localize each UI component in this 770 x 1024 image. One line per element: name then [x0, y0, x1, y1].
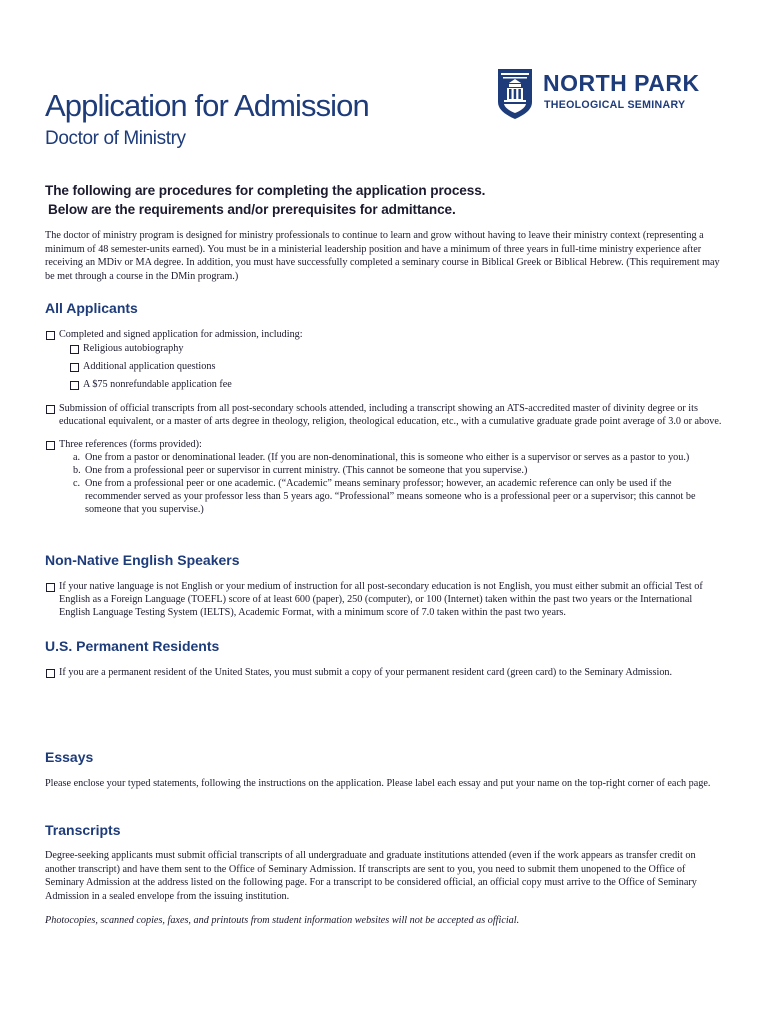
- reference-letter: c.: [73, 478, 81, 489]
- requirement-text: Submission of official transcripts from all post-secondary schools attended, including a transcript showing an ATS-accredited master of divinity degree or its educational equivalent, or a master of arts degree in theology, religion, theological education, etc., with a cumulative graduate grade point average of 3.0 or above.: [59, 403, 722, 427]
- sub-requirement-item: [45, 378, 725, 391]
- transcripts-note: Photocopies, scanned copies, faxes, and printouts from student information websites will not be accepted as official.: [45, 915, 520, 926]
- essays-heading: Essays: [45, 749, 94, 765]
- shield-tower-icon: [498, 69, 532, 119]
- reference-text: One from a professional peer or one academic. (“Academic” means seminary professor; however, an academic reference can only be used if the recommender served as your professor less than 5 years ago. “Professional” means someone who is a professional peer or a supervisor; this cannot be someone that you supervise.): [85, 478, 696, 515]
- sub-requirement-text: A $75 nonrefundable application fee: [83, 379, 232, 390]
- reference-text: One from a professional peer or supervisor in current ministry. (This cannot be someone that you supervise.): [85, 465, 528, 476]
- non-native-list: [45, 580, 725, 619]
- checkbox-icon[interactable]: [46, 441, 55, 450]
- page-title: Application for Admission: [45, 88, 369, 123]
- checkbox-icon[interactable]: [46, 331, 55, 340]
- reference-text: One from a pastor or denominational leader. (If you are non-denominational, this is someone who either is a supervisor or serves as a pastor to you.): [85, 452, 690, 463]
- reference-letter: b.: [73, 465, 81, 476]
- checkbox-icon[interactable]: [46, 669, 55, 678]
- permanent-residents-heading: U.S. Permanent Residents: [45, 638, 220, 654]
- checkbox-icon[interactable]: [46, 583, 55, 592]
- checkbox-icon[interactable]: [46, 405, 55, 414]
- reference-item: [73, 464, 725, 477]
- essays-text: Please enclose your typed statements, following the instructions on the application. Please label each essay and put your name on the top-right corner of each page.: [45, 778, 711, 789]
- non-native-heading: Non-Native English Speakers: [45, 552, 240, 568]
- reference-item: [73, 451, 725, 464]
- checkbox-icon[interactable]: [70, 345, 79, 354]
- logo-subname-line: THEOLOGICAL SEMINARY: [544, 99, 686, 111]
- checkbox-icon[interactable]: [70, 363, 79, 372]
- requirement-item: [45, 328, 725, 341]
- requirement-item: [45, 666, 725, 679]
- reference-item: [73, 477, 725, 516]
- sub-requirement-text: Additional application questions: [83, 361, 216, 372]
- intro-heading-line2: Below are the requirements and/or prerequisites for admittance.: [48, 202, 456, 217]
- requirement-text: If your native language is not English or your medium of instruction for all post-secondary education is not English, you must either submit an official Test of English as a Foreign Language (TOEFL) score of at least 600 (paper), 250 (computer), or 100 (Internet) taken within the past two years or the International English Language Testing System (IELTS), Academic Format, with a minimum score of 7.0 taken within the past two years.: [59, 581, 703, 618]
- requirement-item: [45, 402, 725, 428]
- reference-letter: a.: [73, 452, 81, 463]
- permanent-residents-list: [45, 666, 725, 679]
- intro-heading-line1: The following are procedures for completing the application process.: [45, 183, 486, 198]
- intro-paragraph: The doctor of ministry program is designed for ministry professionals to continue to learn and grow without having to leave their ministry context (representing a minimum of 48 semester-units earned). You must be in a ministerial leadership position and have a minimum of three years in full-time ministry experience after receiving an MDiv or MA degree. In addition, you must have successfully completed a seminary course in Biblical Greek or Biblical Hebrew. (This requirement may be met through a course in the DMin program.): [45, 230, 720, 282]
- checkbox-icon[interactable]: [70, 381, 79, 390]
- all-applicants-list: [45, 328, 725, 516]
- transcripts-text: Degree-seeking applicants must submit official transcripts of all undergraduate and graduate institutions attended (even if the work appears as transfer credit on another transcript) and have them sent to the Office of Seminary Admission. If transcripts are sent to you, you need to submit them unopened to the Office of Seminary Admission at the address listed on the following page. For a transcript to be considered official, an official copy must arrive to the Office of Seminary Admission in a sealed envelope from the issuing institution.: [45, 850, 697, 902]
- reference-list: [45, 451, 725, 516]
- page-subtitle: Doctor of Ministry: [45, 128, 186, 149]
- sub-requirement-item: [45, 342, 725, 355]
- requirement-text: Completed and signed application for admission, including:: [59, 329, 303, 340]
- sub-requirement-item: [45, 360, 725, 373]
- intro-heading: [45, 181, 735, 219]
- requirement-text: If you are a permanent resident of the United States, you must submit a copy of your permanent resident card (green card) to the Seminary Admission.: [59, 667, 673, 678]
- requirement-text: Three references (forms provided):: [59, 439, 202, 450]
- sub-requirement-text: Religious autobiography: [83, 343, 184, 354]
- requirement-item: [45, 438, 725, 451]
- seminary-logo: [498, 69, 710, 119]
- transcripts-heading: Transcripts: [45, 822, 121, 838]
- requirement-item: [45, 580, 725, 619]
- logo-name-line: NORTH PARK: [543, 70, 700, 96]
- all-applicants-heading: All Applicants: [45, 300, 138, 316]
